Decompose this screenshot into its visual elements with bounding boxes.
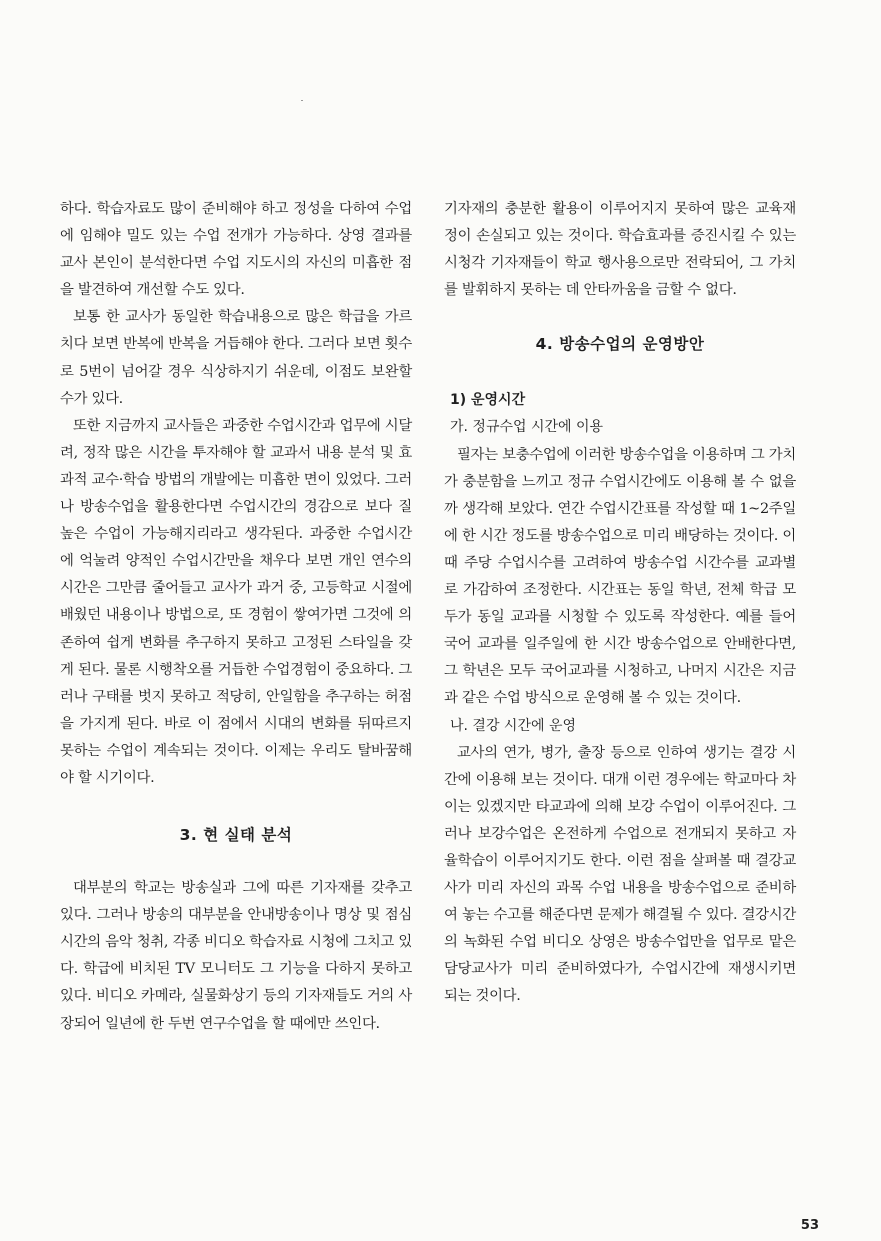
right-column: [444, 196, 796, 1011]
paragraph: 교사의 연가, 병가, 출장 등으로 인하여 생기는 결강 시간에 이용해 보는 것이다. 대개 이런 경우에는 학교마다 차이는 있겠지만 타교과에 의해 보강 수업이 이루어진다. 그러나 보강수업은 온전하게 수업으로 전개되지 못하고 자율학습이 이루어지기도 한다. 이런 점을 살펴볼 때 결강교사가 미리 자신의 과목 수업 내용을 방송수업으로 준비하여 놓는 수고를 해준다면 문제가 해결될 수 있다. 결강시간의 녹화된 수업 비디오 상영은 방송수업만을 업무로 맡은 담당교사가 미리 준비하였다가, 수업시간에 재생시키면 되는 것이다.: [444, 744, 796, 1005]
page-number: 53: [800, 1218, 819, 1233]
paragraph: 필자는 보충수업에 이러한 방송수업을 이용하며 그 가치가 충분함을 느끼고 정규 수업시간에도 이용해 볼 수 없을까 생각해 보았다. 연간 수업시간표를 작성할 때 1~2주일에 한 시간 정도를 방송수업으로 미리 배당하는 것이다. 이때 주당 수업시수를 고려하여 방송수업 시간수를 교과별로 가감하여 조정한다. 시간표는 동일 학년, 전체 학급 모두가 동일 교과를 시청할 수 있도록 작성한다. 예를 들어 국어 교과를 일주일에 한 시간 방송수업으로 안배한다면, 그 학년은 모두 국어교과를 시청하고, 나머지 시간은 지금과 같은 수업 방식으로 운영해 볼 수 있는 것이다.: [444, 446, 796, 707]
subheading-operating-time: 1) 운영시간: [450, 392, 526, 409]
subheading-absence-class: 나. 결강 시간에 운영: [450, 717, 576, 734]
section-heading-3: 3. 현 실태 분석: [179, 826, 293, 845]
scan-speck: [301, 100, 303, 101]
left-column: [60, 196, 412, 1038]
paragraph: 하다. 학습자료도 많이 준비해야 하고 정성을 다하여 수업에 임해야 밀도 있는 수업 전개가 가능하다. 상영 결과를 교사 본인이 분석한다면 수업 지도시의 자신의 미흡한 점을 발견하여 개선할 수도 있다.: [60, 201, 412, 299]
section-heading-4: 4. 방송수업의 운영방안: [535, 335, 705, 354]
paragraph: 대부분의 학교는 방송실과 그에 따른 기자재를 갖추고 있다. 그러나 방송의 대부분을 안내방송이나 명상 및 점심시간의 음악 청취, 각종 비디오 학습자료 시청에 그치고 있다. 학급에 비치된 TV 모니터도 그 기능을 다하지 못하고 있다. 비디오 카메라, 실물화상기 등의 기자재들도 거의 사장되어 일년에 한 두번 연구수업을 할 때에만 쓰인다.: [60, 880, 412, 1032]
paragraph: 보통 한 교사가 동일한 학습내용으로 많은 학급을 가르치다 보면 반복에 반복을 거듭해야 한다. 그러다 보면 횟수로 5번이 넘어갈 경우 식상하지기 쉬운데, 이점도 보완할 수가 있다.: [60, 309, 412, 407]
subheading-regular-class: 가. 정규수업 시간에 이용: [450, 419, 604, 436]
paragraph: 기자재의 충분한 활용이 이루어지지 못하여 많은 교육재정이 손실되고 있는 것이다. 학습효과를 증진시킬 수 있는 시청각 기자재들이 학교 행사용으로만 전락되어, 그 가치를 발휘하지 못하는 데 안타까움을 금할 수 없다.: [444, 201, 796, 299]
paragraph: 또한 지금까지 교사들은 과중한 수업시간과 업무에 시달려, 정작 많은 시간을 투자해야 할 교과서 내용 분석 및 효과적 교수·학습 방법의 개발에는 미흡한 면이 있었다. 그러나 방송수업을 활용한다면 수업시간의 경감으로 보다 질 높은 수업이 가능해지리라고 생각된다. 과중한 수업시간에 억눌려 양적인 수업시간만을 채우다 보면 개인 연수의 시간은 그만큼 줄어들고 교사가 과거 중, 고등학교 시절에 배웠던 내용이나 방법으로, 또 경험이 쌓여가면 그것에 의존하여 쉽게 변화를 추구하지 못하고 고정된 스타일을 갖게 된다. 물론 시행착오를 거듭한 수업경험이 중요하다. 그러나 구태를 벗지 못하고 적당히, 안일함을 추구하는 허점을 가지게 된다. 바로 이 점에서 시대의 변화를 뒤따르지 못하는 수업이 계속되는 것이다. 이제는 우리도 탈바꿈해야 할 시기이다.: [60, 417, 412, 786]
